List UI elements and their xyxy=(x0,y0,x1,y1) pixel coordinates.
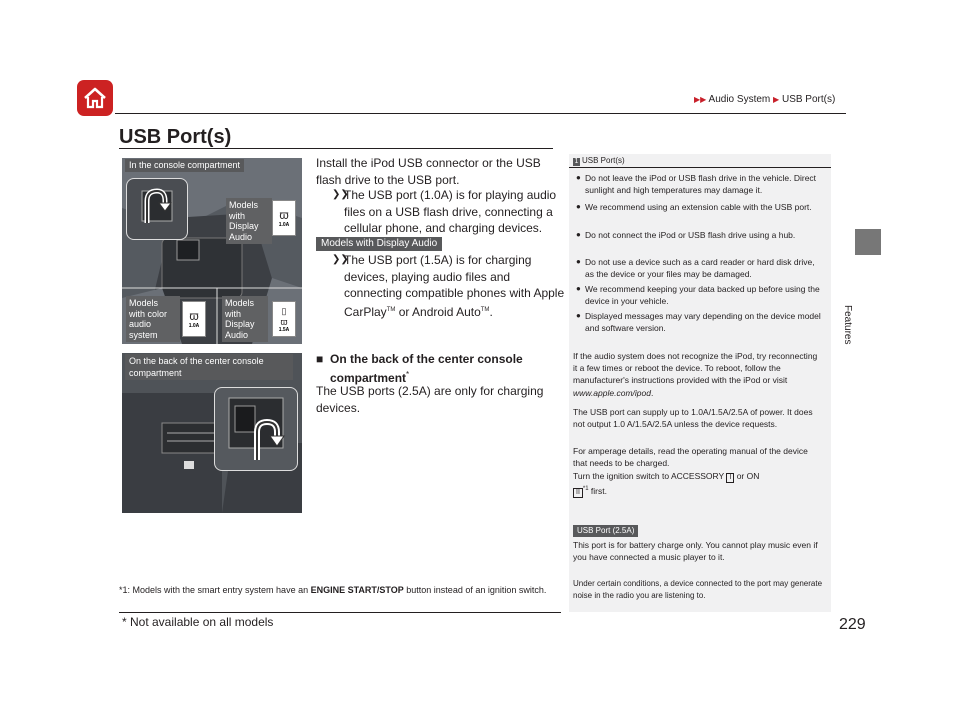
section-tab-label: Features xyxy=(842,305,853,345)
note-bullet: ● Do not connect the iPod or USB flash drive using a hub. xyxy=(576,230,796,240)
title-rule xyxy=(119,148,553,149)
figure-label-console: In the console compartment xyxy=(125,159,244,172)
note-heading: 1 USB Port(s) xyxy=(574,156,625,165)
tag-display-audio: Models with Display Audio xyxy=(316,237,442,251)
apple-url[interactable]: www.apple.com/ipod xyxy=(573,387,651,398)
note-paragraph: This port is for battery charge only. You cannot play music even if you have connected a music player to it. xyxy=(573,540,818,563)
arrow-icon: ❯❯ xyxy=(332,189,349,200)
tag-usb-2-5a: USB Port (2.5A) xyxy=(573,525,638,537)
phone-icon: ▯ xyxy=(281,305,287,316)
usb-1-5a-port: ▯ ϖ 1.5A xyxy=(272,301,296,337)
home-icon xyxy=(82,85,108,111)
square-bullet-icon: ■ xyxy=(316,352,324,366)
usb-icon: ϖ xyxy=(280,316,288,327)
note-bullet: ● Do not use a device such as a card reader or hard disk drive, as the device or your files may be damaged. xyxy=(576,257,815,280)
breadcrumb: ▶▶ Audio System ▶ USB Port(s) xyxy=(694,94,836,105)
rear-usb-photo xyxy=(122,353,302,513)
ignition-key-on: II xyxy=(573,488,583,498)
console-usb-inset xyxy=(126,178,188,240)
ignition-key-accessory: I xyxy=(726,473,734,483)
usb-icon: ϖ xyxy=(279,208,289,222)
callout-models-display-audio-2: Models with Display Audio xyxy=(222,296,268,342)
bullet-icon: ● xyxy=(576,230,581,239)
note-number: 1 xyxy=(574,158,579,165)
bullet-icon: ● xyxy=(576,202,581,211)
bullet-icon: ● xyxy=(576,257,581,266)
intro-text: Install the iPod USB connector or the USB flash drive to the USB port. xyxy=(316,156,541,187)
header-rule xyxy=(115,113,846,114)
note-bullet: ● Do not leave the iPod or USB flash drive in the vehicle. Direct sunlight and high temperatures may damage it. xyxy=(576,173,817,196)
note-paragraph: The USB port can supply up to 1.0A/1.5A/2.5A of power. It does not output 1.0 A/1.5A/2.5A unless the device requests. xyxy=(573,407,813,430)
usb-1-0a-port-color: ϖ 1.0A xyxy=(182,301,206,337)
usb-1-0a-description: ❯❯ The USB port (1.0A) is for playing audio files on a USB flash drive, connecting a cellular phone, and charging devices. xyxy=(332,188,557,235)
usb-1-0a-port: ϖ 1.0A xyxy=(272,200,296,236)
availability-note: * Not available on all models xyxy=(122,615,274,629)
note-paragraph: Turn the ignition switch to ACCESSORY I or ON II $^{*1}$ first. xyxy=(573,471,760,496)
page-title: USB Port(s) xyxy=(119,126,232,148)
rear-usb-inset xyxy=(214,387,298,471)
bullet-icon: ● xyxy=(576,173,581,182)
figure-label-back: On the back of the center console compartment xyxy=(125,354,293,380)
callout-models-display-audio: Models with Display Audio xyxy=(226,198,272,244)
breadcrumb-item[interactable]: Audio System xyxy=(708,94,771,105)
arrow-icon: ❯❯ xyxy=(332,254,349,265)
note-paragraph: If the audio system does not recognize the iPod, try reconnecting it a few times or reboot the device. To reboot, follow the manufacturer's instructions provided with the iPod or visit www.apple.com/ipod. xyxy=(573,351,818,398)
note-paragraph: Under certain conditions, a device connected to the port may generate noise in the radio you are listening to. xyxy=(573,579,823,600)
note-bullet: ● We recommend keeping your data backed up before using the device in your vehicle. xyxy=(576,284,820,307)
usb-1-5a-description: ❯❯ The USB port (1.5A) is for charging devices, playing audio files and connecting compatible phones with Apple CarPlay™ or Android Auto™. xyxy=(332,253,565,319)
page-number: 229 xyxy=(839,616,866,633)
footnote-rule xyxy=(119,612,561,613)
section-heading-rear: ■ On the back of the center console compartment* xyxy=(316,352,523,385)
note-bullet: ● Displayed messages may vary depending on the device model and software version. xyxy=(576,311,821,334)
home-button[interactable] xyxy=(77,80,113,116)
insert-arrow-icon xyxy=(127,179,187,239)
bullet-icon: ● xyxy=(576,284,581,293)
note-rule xyxy=(569,167,831,168)
insert-arrow-icon xyxy=(215,388,297,470)
callout-models-color-audio: Models with color audio system xyxy=(126,296,180,342)
note-paragraph: For amperage details, read the operating manual of the device that needs to be charged. xyxy=(573,446,808,469)
usb-icon: ϖ xyxy=(189,309,199,323)
bullet-icon: ● xyxy=(576,311,581,320)
note-bullet: ● We recommend using an extension cable with the USB port. xyxy=(576,202,812,212)
console-usb-photo xyxy=(122,158,302,344)
footnote: *1: Models with the smart entry system have an ENGINE START/STOP button instead of an ignition switch. xyxy=(119,585,547,595)
section-tab-marker[interactable] xyxy=(855,229,881,255)
breadcrumb-item[interactable]: USB Port(s) xyxy=(781,94,836,105)
rear-usb-description: The USB ports (2.5A) are only for charging devices. xyxy=(316,384,544,415)
